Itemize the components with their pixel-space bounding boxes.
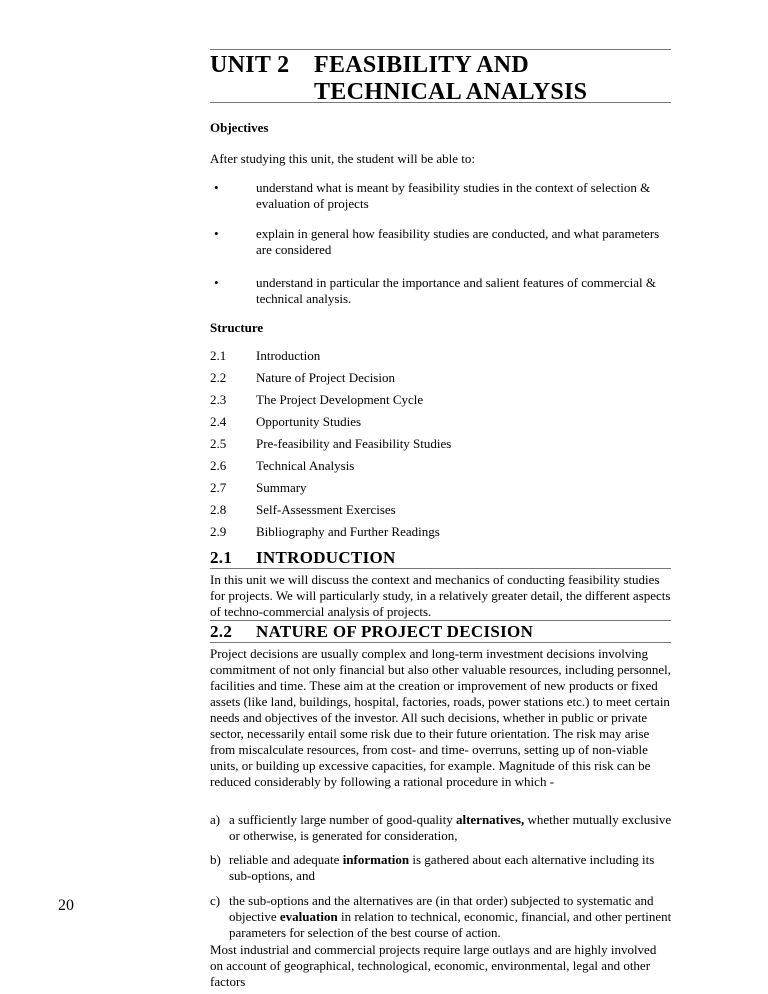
bullet-icon: • (214, 275, 219, 290)
header-top-rule (210, 49, 671, 50)
section-rule (210, 642, 671, 643)
list-text: a sufficiently large number of good-quality alternatives, whether mutually exclusive or otherwise, is generated for consideration, (229, 812, 672, 843)
structure-item-label: The Project Development Cycle (256, 392, 424, 407)
structure-item-label: Introduction (256, 348, 321, 363)
objective-item (210, 180, 672, 212)
structure-item-number: 2.3 (210, 392, 227, 407)
section-body: In this unit we will discuss the context and mechanics of conducting feasibility studies for projects. We will particularly study, in a relatively greater detail, the different aspects of techno-commercial analysis of projects. (210, 572, 671, 619)
section-body: Project decisions are usually complex and long-term investment decisions involving commitment of not only financial but also other valuable resources, including personnel, facilities and time. These aim at the creation or improvement of new products or fixed assets (like land, buildings, hospital, factories, roads, power stations etc.) to meet certain needs and objectives of the investor. All such decisions, whether in public or private sector, necessarily entail some risk due to their future orientation. The risk may arise from miscalculate resources, from cost- and time- overruns, setting up of non-viable units, or building up excessive capacities, for example. Magnitude of this risk can be reduced considerably by following a rational procedure in which - (210, 646, 672, 789)
structure-item-label: Bibliography and Further Readings (256, 524, 440, 539)
structure-item-number: 2.2 (210, 370, 227, 385)
page-number: 20 (58, 897, 74, 914)
list-marker: a) (210, 812, 221, 827)
structure-heading: Structure (210, 320, 264, 335)
list-marker: b) (210, 852, 221, 867)
objectives-intro: After studying this unit, the student will be able to: (210, 151, 476, 166)
section-number: 2.1 (210, 548, 233, 567)
list-marker: c) (210, 893, 221, 908)
structure-item-number: 2.7 (210, 480, 227, 495)
structure-item-label: Opportunity Studies (256, 414, 362, 429)
unit-number: UNIT 2 (210, 52, 290, 78)
emphasis: evaluation (279, 909, 338, 924)
section-rule (210, 568, 671, 569)
section-title: INTRODUCTION (256, 548, 396, 567)
objective-item (210, 275, 672, 307)
objective-text: explain in general how feasibility studies are conducted, and what parameters are considered (256, 226, 660, 257)
structure-item-label: Summary (256, 480, 307, 495)
list-text: reliable and adequate information is gathered about each alternative including its sub-options, and (229, 852, 655, 883)
structure-item-number: 2.1 (210, 348, 227, 363)
structure-item-label: Pre-feasibility and Feasibility Studies (256, 436, 452, 451)
structure-item-number: 2.6 (210, 458, 227, 473)
header-bottom-rule (210, 102, 671, 103)
unit-title: FEASIBILITY AND TECHNICAL ANALYSIS (314, 52, 588, 105)
section-closing: Most industrial and commercial projects require large outlays and are highly involved on account of geographical, technological, economic, environmental, legal and other factors (210, 942, 657, 989)
emphasis: information (342, 852, 410, 867)
structure-item-number: 2.9 (210, 524, 227, 539)
structure-item-number: 2.5 (210, 436, 227, 451)
list-item (210, 852, 672, 884)
structure-item-label: Technical Analysis (256, 458, 355, 473)
list-item (210, 893, 672, 941)
structure-item-label: Self-Assessment Exercises (256, 502, 396, 517)
section-rule (210, 620, 671, 621)
objective-text: understand what is meant by feasibility studies in the context of selection & evaluation of projects (256, 180, 651, 211)
structure-item-number: 2.8 (210, 502, 227, 517)
bullet-icon: • (214, 180, 219, 195)
structure-item-label: Nature of Project Decision (256, 370, 395, 385)
objective-item (210, 226, 672, 258)
structure-item-number: 2.4 (210, 414, 227, 429)
objectives-heading: Objectives (210, 120, 269, 135)
list-text: the sub-options and the alternatives are (in that order) subjected to systematic and objective evaluation in relation to technical, economic, financial, and other pertinent parameters for selection of the best course of action. (229, 893, 672, 940)
section-title: NATURE OF PROJECT DECISION (256, 622, 534, 641)
bullet-icon: • (214, 226, 219, 241)
section-number: 2.2 (210, 622, 233, 641)
objective-text: understand in particular the importance and salient features of commercial & technical analysis. (256, 275, 656, 306)
emphasis: alternatives, (455, 812, 525, 827)
list-item (210, 812, 672, 844)
